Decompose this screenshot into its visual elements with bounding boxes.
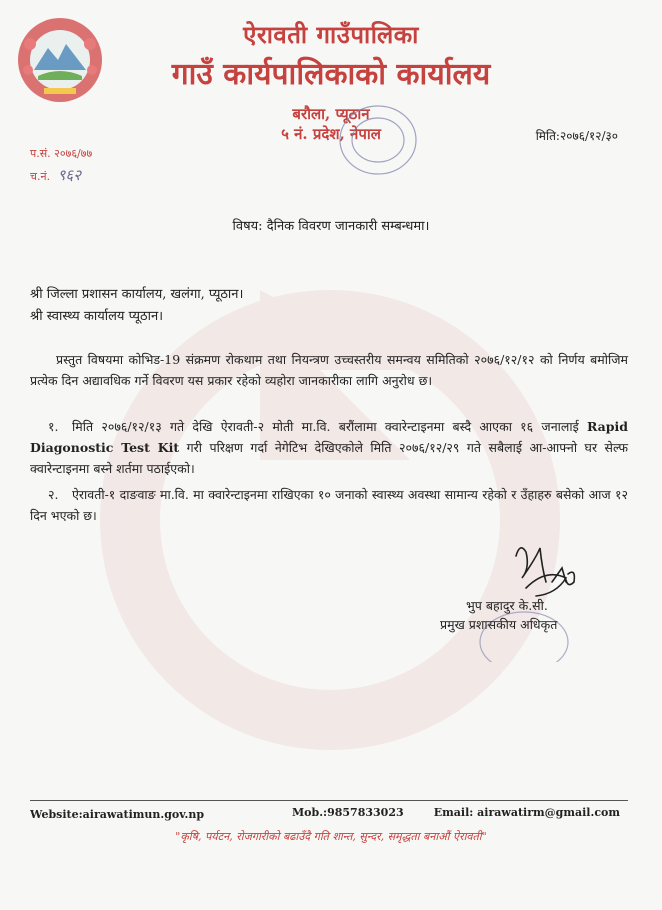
recipient-2: श्री स्वास्थ्य कार्यालय प्यूठान। <box>30 309 164 324</box>
footer-mobile: Mob.:9857833023 <box>292 806 404 819</box>
office-title-line2: गाउँ कार्यपालिकाको कार्यालय <box>171 57 491 92</box>
reference-number: प.सं. २०७६/७७ <box>30 147 93 160</box>
dispatch-number <box>30 165 81 185</box>
signatory-name: भुप बहादुर के.सी. <box>466 598 548 613</box>
item-text: ऐरावती-१ दाङवाङ मा.वि. मा क्वारेन्टाइनमा राखिएका १० जनाको स्वास्थ्य अवस्था सामान्य रहेको र उँहाहरु बसेको आज १२ दिन भएको छ। <box>30 487 628 523</box>
handwritten-signature <box>496 538 586 606</box>
dispatch-label: च.नं. <box>30 170 51 183</box>
letter-body-paragraph: प्रस्तुत विषयमा कोभिड-19 संक्रमण रोकथाम तथा नियन्त्रण उच्चस्तरीय समन्वय समितिको २०७६/१२/१२ को निर्णय बमोजिम प्रत्येक दिन अद्यावधिक गर्ने विवरण यस प्रकार रहेको व्यहोरा जानकारीका लागि अनुरोध छ। <box>30 352 628 388</box>
address-line2: ५ नं. प्रदेश, नेपाल <box>281 125 381 143</box>
item-text-bold: Rapid Diagonostic Test Kit <box>30 419 628 455</box>
item-text-post: गरी परिक्षण गर्दा नेगेटिभ देखिएकोले मिति २०७६/१२/२९ गते सबैलाई आ-आफ्नो घर सेल्फ क्वारेन्टाइनमा बस्ने शर्तमा पठाईएको। <box>30 440 628 476</box>
signatory-title: प्रमुख प्रशासकीय अधिकृत <box>440 617 558 632</box>
recipient-1: श्री जिल्ला प्रशासन कार्यालय, खलंगा, प्यूठान। <box>30 287 244 302</box>
item-number: २. <box>48 487 59 502</box>
footer-email: Email: airawatirm@gmail.com <box>433 806 620 819</box>
dispatch-handwritten-number: ९६२ <box>57 166 81 184</box>
item-text-pre: मिति २०७६/१२/१३ गते देखि ऐरावती-२ मोती मा.वि. बरौंलामा क्वारेन्टाइनमा बस्दै आएका १६ जनालाई <box>72 419 587 434</box>
item-number: १. <box>48 419 59 434</box>
footer-website: Website:airawatimun.gov.np <box>30 808 205 821</box>
address-line1: बरौला, प्यूठान <box>292 105 370 123</box>
footer-motto: "कृषि, पर्यटन, रोजगारीको बढाउँदै गति शान्त, सुन्दर, समृद्धता बनाऔं ऐरावती" <box>175 830 487 843</box>
list-item <box>30 416 628 479</box>
letter-date: मिति:२०७६/१२/३० <box>535 129 618 143</box>
footer-divider <box>30 800 628 801</box>
office-title-line1: ऐरावती गाउँपालिका <box>243 20 419 49</box>
office-stamp <box>296 96 426 196</box>
letter-subject: विषय: दैनिक विवरण जानकारी सम्बन्धमा। <box>232 219 430 234</box>
list-item <box>30 484 628 526</box>
